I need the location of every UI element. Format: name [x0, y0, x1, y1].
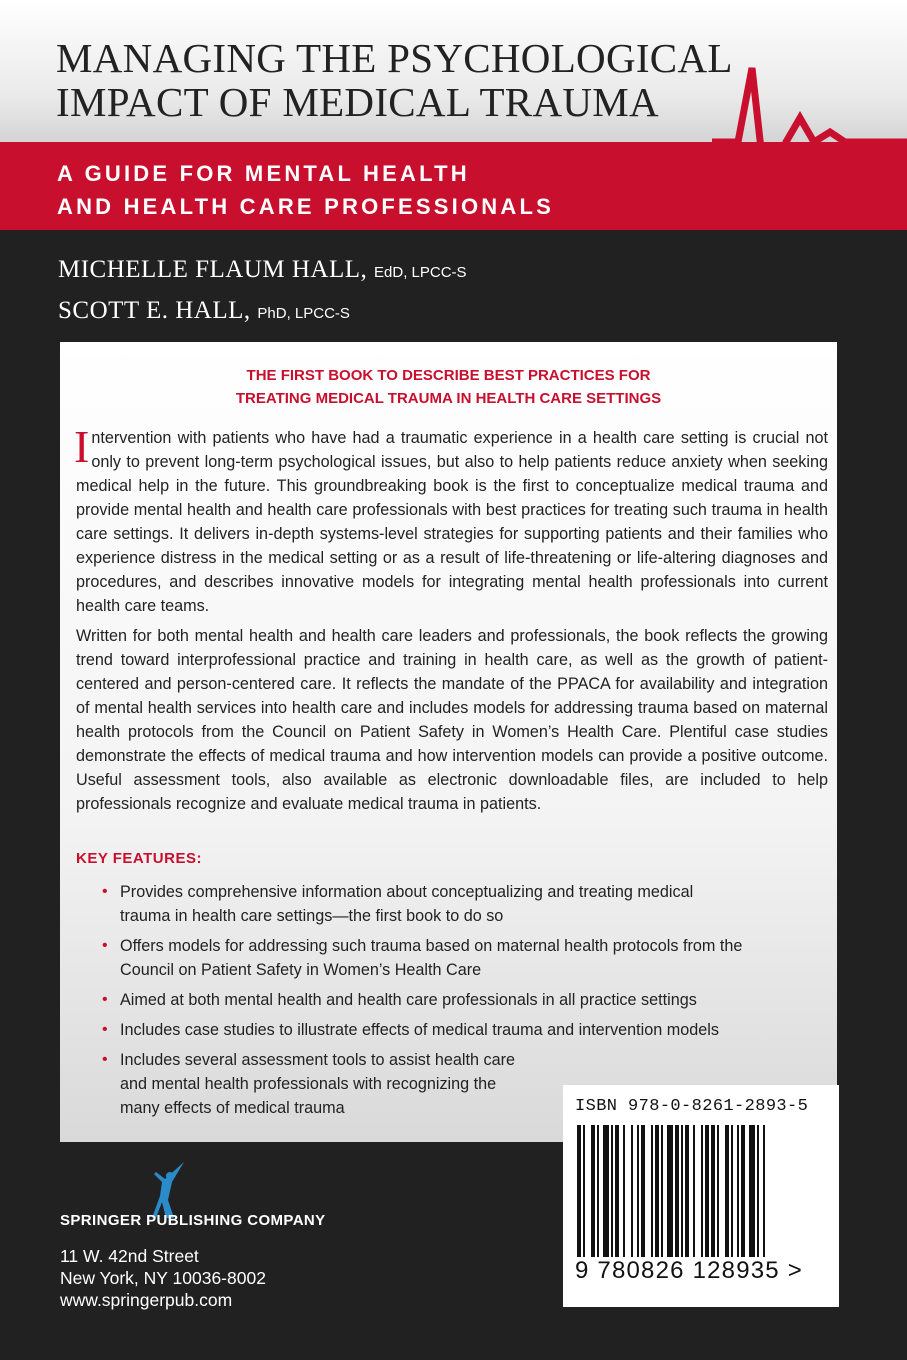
address-line-1: 11 W. 42nd Street — [60, 1246, 199, 1266]
author-2 — [58, 292, 467, 333]
barcode-bar — [641, 1125, 645, 1257]
barcode-bar — [701, 1125, 703, 1257]
description-paragraph-2: Written for both mental health and health care leaders and professionals, the book reflects the growing trend toward interprofessional practice and training in health care, as well as the growth of patient-centered and person-centered care. It reflects the mandate of the PPACA for availability and integration of mental health services into health care and includes models for addressing trauma based on maternal health protocols from the Council on Patient Safety in Women’s Health Care. Plentiful case studies demonstrate the effects of medical trauma and how intervention models can provide a positive outcome. Useful assessment tools, also available as electronic downloadable files, are included to help professionals recognize and evaluate medical trauma in patients. — [76, 627, 828, 813]
barcode-bar — [577, 1125, 581, 1257]
barcode-bar — [667, 1125, 673, 1257]
barcode-bar — [661, 1125, 663, 1257]
barcode-bar — [591, 1125, 595, 1257]
feature-text: Includes several assessment tools to assist health care and mental health professionals with recognizing the many effects of medical trauma — [120, 1051, 515, 1117]
isbn-barcode — [563, 1085, 839, 1307]
barcode-bar — [737, 1125, 739, 1257]
list-item — [100, 988, 820, 1012]
barcode-bar — [637, 1125, 639, 1257]
list-item — [100, 880, 700, 928]
book-title-line-1: MANAGING THE PSYCHOLOGICAL — [56, 35, 733, 81]
author-1 — [58, 251, 467, 292]
barcode-bar — [655, 1125, 659, 1257]
author-2-name: SCOTT E. HALL, — [58, 297, 251, 324]
author-1-name: MICHELLE FLAUM HALL, — [58, 256, 368, 283]
drop-cap: I — [74, 421, 90, 472]
barcode-bar — [603, 1125, 609, 1257]
subtitle-line-1: A GUIDE FOR MENTAL HEALTH — [57, 161, 470, 186]
headline-line-1: THE FIRST BOOK TO DESCRIBE BEST PRACTICES FOR — [246, 367, 651, 384]
barcode-bar — [757, 1125, 759, 1257]
description-headline — [60, 364, 837, 410]
subtitle-line-2: AND HEALTH CARE PROFESSIONALS — [57, 194, 554, 219]
barcode-bar — [763, 1125, 765, 1257]
barcode-bar — [681, 1125, 683, 1257]
barcode-bar — [611, 1125, 613, 1257]
description-paragraph-1 — [74, 421, 828, 618]
authors — [58, 251, 467, 333]
publisher-name — [60, 1212, 326, 1229]
publisher-address — [60, 1245, 266, 1311]
barcode-bar — [623, 1125, 625, 1257]
springer-figure-icon — [148, 1160, 188, 1218]
bullet-icon: • — [102, 991, 108, 1008]
barcode-bar — [705, 1125, 709, 1257]
description-panel — [60, 342, 837, 1142]
author-1-credentials: EdD, LPCC-S — [374, 264, 467, 281]
barcode-bar — [615, 1125, 619, 1257]
barcode-bar — [631, 1125, 633, 1257]
publisher-name-left: SPRINGER — [60, 1212, 142, 1229]
barcode-bars-icon — [577, 1125, 827, 1257]
list-item — [100, 1018, 820, 1042]
barcode-bar — [711, 1125, 715, 1257]
barcode-number: 9 780826 128935 > — [575, 1257, 803, 1284]
barcode-bar — [749, 1125, 755, 1257]
feature-text: Includes case studies to illustrate effects of medical trauma and intervention models — [120, 1021, 719, 1039]
address-line-2: New York, NY 10036-8002 — [60, 1268, 266, 1288]
bullet-icon: • — [102, 1021, 108, 1038]
list-item — [100, 1048, 520, 1120]
bullet-icon: • — [102, 1051, 108, 1068]
publisher-website: www.springerpub.com — [60, 1290, 233, 1310]
book-title-line-2: IMPACT OF MEDICAL TRAUMA — [56, 79, 659, 125]
bullet-icon: • — [102, 937, 108, 954]
paragraph-1-text: ntervention with patients who have had a traumatic experience in a health care setting is crucial not only to prevent long-term psychological issues, but also to help patients reduce anxiety when seeking medical help in the future. This groundbreaking book is the first to conceptualize medical trauma and provide mental health and health care professionals with best practices for treating such trauma in health care settings. It delivers in-depth systems-level strategies for supporting patients and their families who experience distress in the medical setting or as a result of life-threatening or life-altering diagnoses and procedures, and describes innovative models for integrating mental health professionals into current health care teams. — [76, 429, 828, 615]
feature-text: Provides comprehensive information about conceptualizing and treating medical trauma in health care settings—the first book to do so — [120, 883, 694, 925]
key-features-title: KEY FEATURES: — [76, 850, 202, 867]
feature-text: Offers models for addressing such trauma based on maternal health protocols from the Council on Patient Safety in Women’s Health Care — [120, 937, 743, 979]
barcode-bar — [675, 1125, 679, 1257]
barcode-bar — [685, 1125, 689, 1257]
isbn-label: ISBN 978-0-8261-2893-5 — [575, 1097, 809, 1116]
ekg-heartbeat-icon — [0, 0, 907, 240]
barcode-bar — [597, 1125, 599, 1257]
headline-line-2: TREATING MEDICAL TRAUMA IN HEALTH CARE SETTINGS — [235, 390, 662, 407]
bullet-icon: • — [102, 883, 108, 900]
barcode-bar — [693, 1125, 695, 1257]
author-2-credentials: PhD, LPCC-S — [257, 305, 350, 322]
feature-text: Aimed at both mental health and health care professionals in all practice settings — [120, 991, 697, 1009]
publisher-name-right: PUBLISHING COMPANY — [146, 1212, 326, 1229]
barcode-bar — [725, 1125, 729, 1257]
barcode-bar — [741, 1125, 745, 1257]
barcode-bar — [717, 1125, 719, 1257]
list-item — [100, 934, 760, 982]
barcode-bar — [731, 1125, 733, 1257]
barcode-bar — [583, 1125, 585, 1257]
barcode-bar — [651, 1125, 653, 1257]
